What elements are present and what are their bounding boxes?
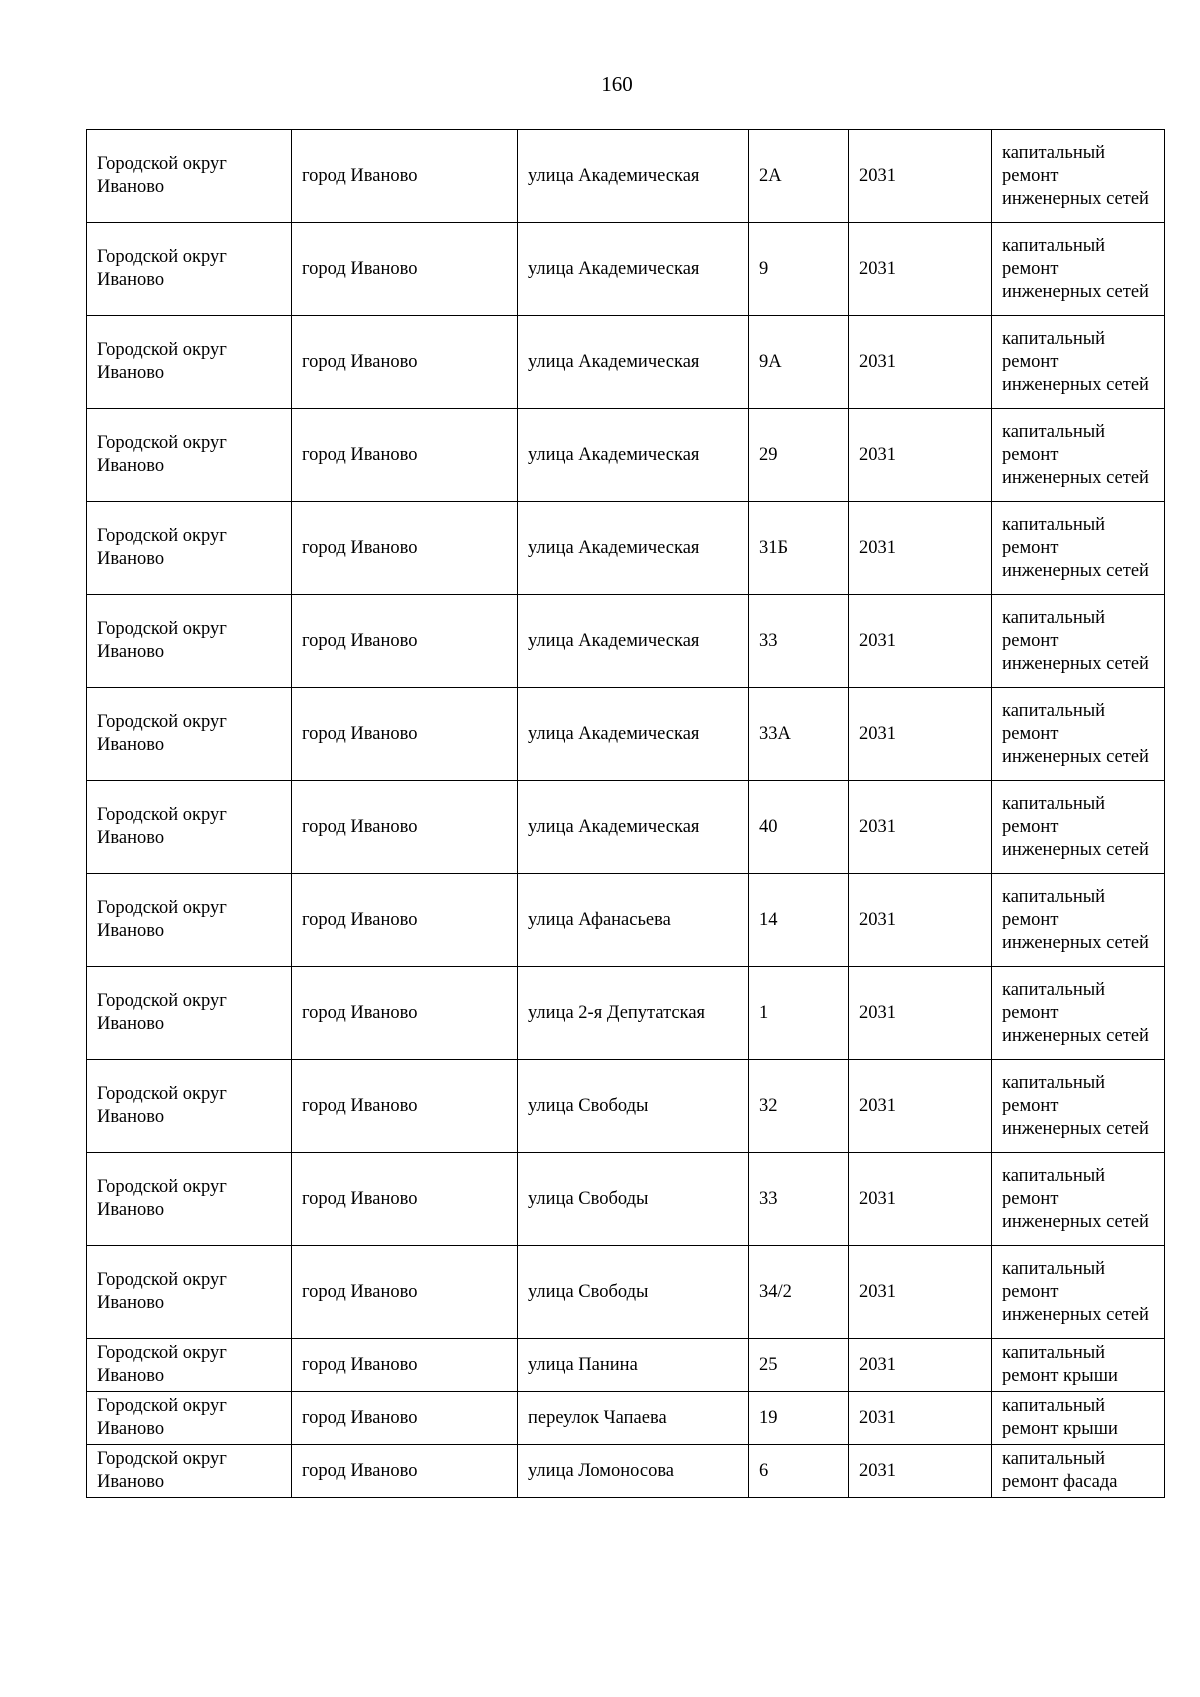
cell-street: улица Академическая xyxy=(518,502,749,595)
cell-year: 2031 xyxy=(849,595,992,688)
cell-work-type: капитальный ремонт инженерных сетей xyxy=(992,1153,1165,1246)
cell-street: переулок Чапаева xyxy=(518,1392,749,1445)
cell-street: улица Свободы xyxy=(518,1060,749,1153)
cell-municipality: Городской округ Иваново xyxy=(87,1445,292,1498)
cell-house: 31Б xyxy=(749,502,849,595)
cell-settlement: город Иваново xyxy=(292,502,518,595)
cell-year: 2031 xyxy=(849,409,992,502)
cell-work-type: капитальный ремонт инженерных сетей xyxy=(992,316,1165,409)
cell-municipality: Городской округ Иваново xyxy=(87,1246,292,1339)
cell-year: 2031 xyxy=(849,688,992,781)
cell-settlement: город Иваново xyxy=(292,223,518,316)
cell-street: улица Ломоносова xyxy=(518,1445,749,1498)
cell-year: 2031 xyxy=(849,316,992,409)
table-row xyxy=(87,1392,1165,1445)
cell-municipality: Городской округ Иваново xyxy=(87,502,292,595)
cell-year: 2031 xyxy=(849,502,992,595)
cell-municipality: Городской округ Иваново xyxy=(87,874,292,967)
cell-house: 9А xyxy=(749,316,849,409)
table-row xyxy=(87,409,1165,502)
cell-street: улица Панина xyxy=(518,1339,749,1392)
table-row xyxy=(87,223,1165,316)
cell-work-type: капитальный ремонт инженерных сетей xyxy=(992,130,1165,223)
cell-municipality: Городской округ Иваново xyxy=(87,595,292,688)
table-row xyxy=(87,1060,1165,1153)
cell-year: 2031 xyxy=(849,1339,992,1392)
cell-work-type: капитальный ремонт инженерных сетей xyxy=(992,502,1165,595)
cell-settlement: город Иваново xyxy=(292,595,518,688)
table-row xyxy=(87,967,1165,1060)
table-row xyxy=(87,1246,1165,1339)
cell-municipality: Городской округ Иваново xyxy=(87,130,292,223)
table-row xyxy=(87,1153,1165,1246)
cell-settlement: город Иваново xyxy=(292,409,518,502)
cell-work-type: капитальный ремонт инженерных сетей xyxy=(992,874,1165,967)
cell-work-type: капитальный ремонт инженерных сетей xyxy=(992,595,1165,688)
cell-municipality: Городской округ Иваново xyxy=(87,1060,292,1153)
cell-street: улица Академическая xyxy=(518,781,749,874)
cell-municipality: Городской округ Иваново xyxy=(87,688,292,781)
cell-settlement: город Иваново xyxy=(292,781,518,874)
cell-house: 29 xyxy=(749,409,849,502)
cell-settlement: город Иваново xyxy=(292,1246,518,1339)
cell-work-type: капитальный ремонт инженерных сетей xyxy=(992,688,1165,781)
cell-settlement: город Иваново xyxy=(292,1339,518,1392)
housing-repair-table xyxy=(86,129,1165,1498)
cell-year: 2031 xyxy=(849,967,992,1060)
cell-settlement: город Иваново xyxy=(292,1445,518,1498)
cell-work-type: капитальный ремонт фасада xyxy=(992,1445,1165,1498)
cell-municipality: Городской округ Иваново xyxy=(87,1392,292,1445)
cell-house: 6 xyxy=(749,1445,849,1498)
cell-municipality: Городской округ Иваново xyxy=(87,409,292,502)
cell-work-type: капитальный ремонт инженерных сетей xyxy=(992,781,1165,874)
cell-house: 2А xyxy=(749,130,849,223)
cell-house: 33 xyxy=(749,1153,849,1246)
cell-year: 2031 xyxy=(849,1445,992,1498)
cell-municipality: Городской округ Иваново xyxy=(87,1153,292,1246)
table-row xyxy=(87,688,1165,781)
table-row xyxy=(87,502,1165,595)
cell-house: 9 xyxy=(749,223,849,316)
cell-house: 19 xyxy=(749,1392,849,1445)
cell-house: 14 xyxy=(749,874,849,967)
cell-work-type: капитальный ремонт инженерных сетей xyxy=(992,1060,1165,1153)
cell-house: 25 xyxy=(749,1339,849,1392)
cell-street: улица Академическая xyxy=(518,223,749,316)
table-row xyxy=(87,874,1165,967)
cell-street: улица Академическая xyxy=(518,130,749,223)
cell-settlement: город Иваново xyxy=(292,130,518,223)
cell-year: 2031 xyxy=(849,874,992,967)
cell-street: улица Свободы xyxy=(518,1153,749,1246)
cell-year: 2031 xyxy=(849,1153,992,1246)
cell-house: 40 xyxy=(749,781,849,874)
table-row xyxy=(87,316,1165,409)
table-row xyxy=(87,130,1165,223)
cell-work-type: капитальный ремонт инженерных сетей xyxy=(992,409,1165,502)
cell-street: улица 2-я Депутатская xyxy=(518,967,749,1060)
cell-settlement: город Иваново xyxy=(292,1392,518,1445)
cell-work-type: капитальный ремонт крыши xyxy=(992,1392,1165,1445)
cell-street: улица Афанасьева xyxy=(518,874,749,967)
cell-work-type: капитальный ремонт инженерных сетей xyxy=(992,1246,1165,1339)
cell-settlement: город Иваново xyxy=(292,1060,518,1153)
cell-house: 33А xyxy=(749,688,849,781)
cell-work-type: капитальный ремонт инженерных сетей xyxy=(992,967,1165,1060)
cell-house: 34/2 xyxy=(749,1246,849,1339)
cell-year: 2031 xyxy=(849,130,992,223)
cell-street: улица Академическая xyxy=(518,688,749,781)
cell-year: 2031 xyxy=(849,1060,992,1153)
cell-house: 33 xyxy=(749,595,849,688)
cell-settlement: город Иваново xyxy=(292,874,518,967)
table-body xyxy=(87,130,1165,1498)
cell-house: 32 xyxy=(749,1060,849,1153)
cell-year: 2031 xyxy=(849,781,992,874)
table-row xyxy=(87,595,1165,688)
cell-street: улица Академическая xyxy=(518,409,749,502)
cell-house: 1 xyxy=(749,967,849,1060)
cell-street: улица Свободы xyxy=(518,1246,749,1339)
cell-year: 2031 xyxy=(849,1246,992,1339)
cell-municipality: Городской округ Иваново xyxy=(87,781,292,874)
cell-municipality: Городской округ Иваново xyxy=(87,316,292,409)
table-row xyxy=(87,1445,1165,1498)
cell-settlement: город Иваново xyxy=(292,316,518,409)
cell-municipality: Городской округ Иваново xyxy=(87,223,292,316)
cell-municipality: Городской округ Иваново xyxy=(87,967,292,1060)
cell-work-type: капитальный ремонт крыши xyxy=(992,1339,1165,1392)
cell-year: 2031 xyxy=(849,223,992,316)
table-row xyxy=(87,1339,1165,1392)
cell-settlement: город Иваново xyxy=(292,1153,518,1246)
table-row xyxy=(87,781,1165,874)
cell-work-type: капитальный ремонт инженерных сетей xyxy=(992,223,1165,316)
page-number: 160 xyxy=(601,72,633,96)
cell-street: улица Академическая xyxy=(518,316,749,409)
cell-street: улица Академическая xyxy=(518,595,749,688)
cell-settlement: город Иваново xyxy=(292,967,518,1060)
cell-settlement: город Иваново xyxy=(292,688,518,781)
cell-municipality: Городской округ Иваново xyxy=(87,1339,292,1392)
cell-year: 2031 xyxy=(849,1392,992,1445)
